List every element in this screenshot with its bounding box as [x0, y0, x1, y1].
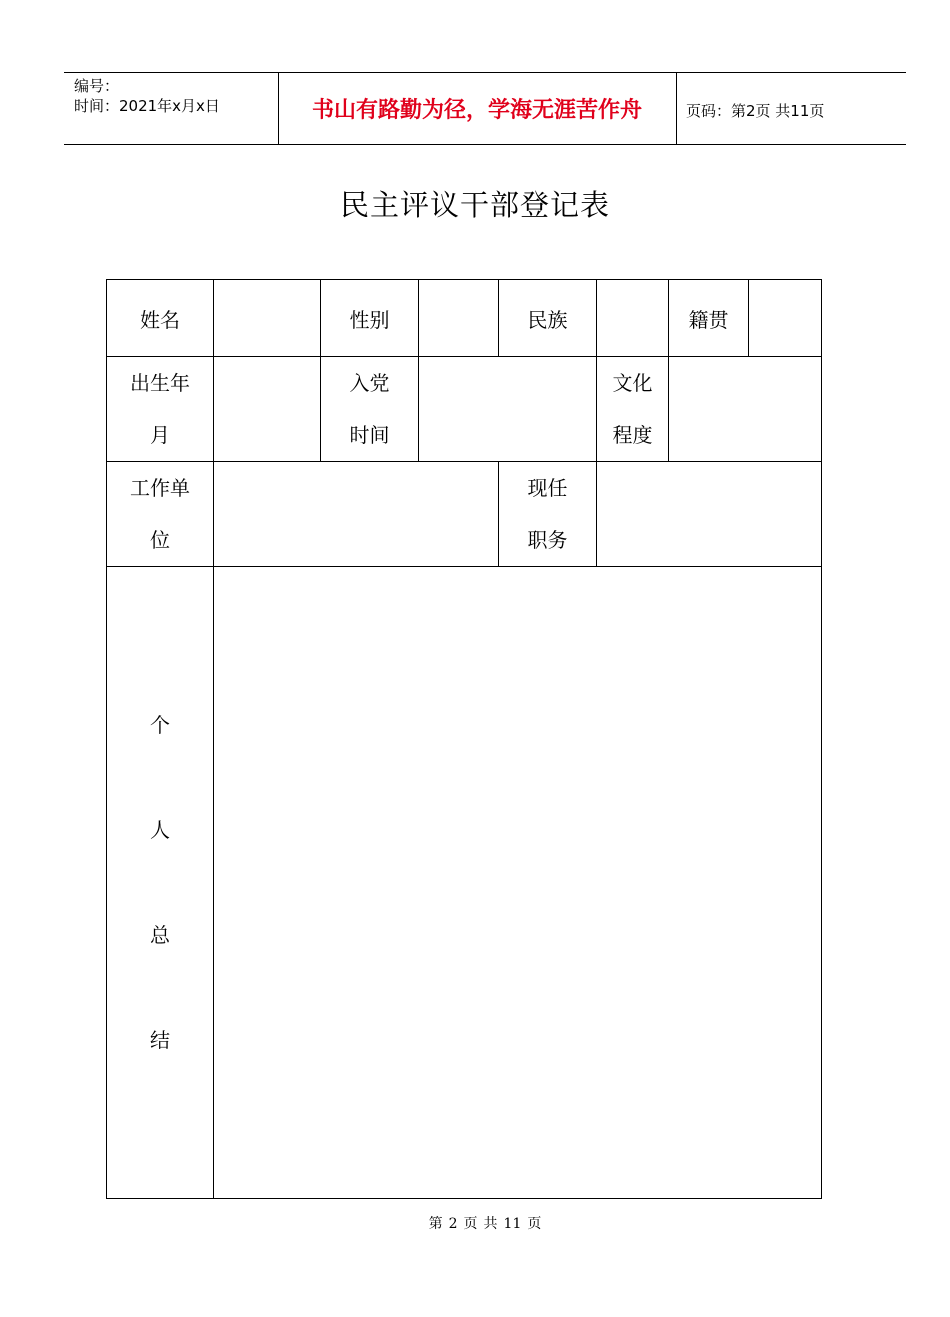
party-join-field[interactable] [419, 357, 597, 462]
footer-word-3: 共 [483, 1216, 498, 1232]
party-label-line1: 入党 [349, 371, 390, 395]
header-motto: 书山有路勤为径，学海无涯苦作舟 [311, 96, 642, 123]
education-label [597, 357, 669, 462]
form-row-work [107, 462, 822, 567]
footer-total-pages: 11 [503, 1216, 522, 1232]
current-post-field[interactable] [597, 462, 822, 567]
name-label: 姓名 [107, 280, 214, 357]
party-label-line2: 时间 [349, 423, 390, 447]
personal-summary-field[interactable] [214, 567, 822, 1199]
education-label-line2: 程度 [612, 423, 653, 447]
document-title: 民主评议干部登记表 [339, 188, 610, 222]
native-place-field[interactable] [749, 280, 822, 357]
personal-summary-label [107, 567, 214, 1199]
name-field[interactable] [214, 280, 321, 357]
form-row-summary [107, 567, 822, 1199]
form-row-basic [107, 280, 822, 357]
footer-page-number: 2 [448, 1216, 458, 1232]
footer-word-4: 页 [527, 1216, 542, 1232]
summary-char-2: 人 [150, 817, 170, 842]
native-place-label: 籍贯 [669, 280, 749, 357]
form-row-dates [107, 357, 822, 462]
birth-label-line2: 月 [150, 423, 170, 447]
post-label-line2: 职务 [527, 528, 568, 552]
birth-label-line1: 出生年 [130, 371, 190, 395]
ethnicity-label: 民族 [499, 280, 597, 357]
education-field[interactable] [669, 357, 822, 462]
header-meta [74, 76, 220, 116]
time-label: 时间：2021年x月x日 [74, 97, 220, 115]
footer-word-1: 第 [428, 1216, 443, 1232]
work-label-line1: 工作单 [130, 476, 190, 500]
ethnicity-field[interactable] [597, 280, 669, 357]
current-post-label [499, 462, 597, 567]
header-page-label: 页码：第2页 共11页 [686, 102, 825, 120]
summary-char-4: 结 [150, 1027, 170, 1052]
registration-form [106, 279, 822, 1199]
post-label-line1: 现任 [527, 476, 568, 500]
work-unit-field[interactable] [214, 462, 499, 567]
work-label-line2: 位 [150, 528, 170, 552]
gender-label: 性别 [321, 280, 419, 357]
header-divider-right [676, 72, 677, 144]
page-footer [0, 1213, 950, 1233]
header-bottom-rule [64, 144, 906, 145]
party-join-label [321, 357, 419, 462]
serial-label: 编号： [74, 77, 120, 95]
summary-char-3: 总 [150, 922, 170, 947]
footer-word-2: 页 [463, 1216, 478, 1232]
birth-date-label [107, 357, 214, 462]
education-label-line1: 文化 [612, 371, 653, 395]
birth-date-field[interactable] [214, 357, 321, 462]
gender-field[interactable] [419, 280, 499, 357]
work-unit-label [107, 462, 214, 567]
summary-char-1: 个 [150, 712, 170, 737]
